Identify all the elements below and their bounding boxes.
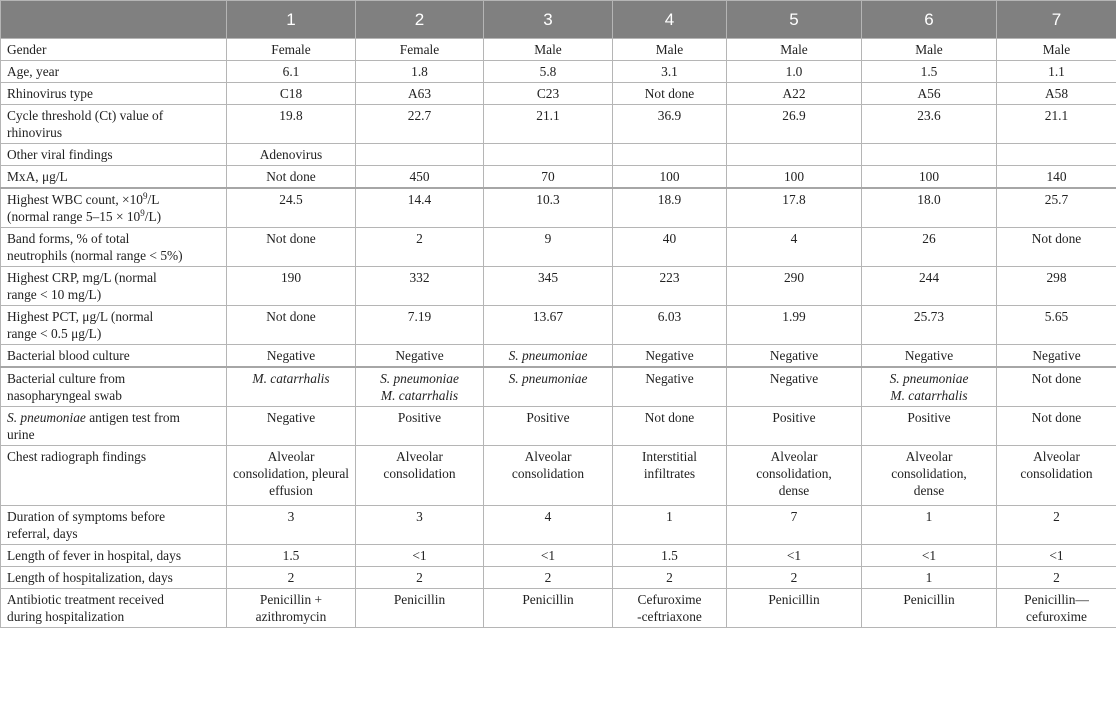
header-patient-7: 7 [997,1,1116,39]
cell: <1 [862,545,997,567]
cell: 14.4 [356,188,484,228]
table-row [1,506,1116,545]
cell: <1 [484,545,613,567]
cell: 1.5 [613,545,727,567]
row-label: Bacterial blood culture [1,345,227,368]
cell: 6.1 [227,61,356,83]
cell: Negative [727,345,862,368]
cell: Alveolar consolidation, dense [862,446,997,506]
cell: 7 [727,506,862,545]
cell: 26.9 [727,105,862,144]
cell: Negative [613,367,727,407]
cell: 3 [227,506,356,545]
table-row [1,367,1116,407]
cell: Penicillin [484,589,613,628]
cell: 2 [484,567,613,589]
cell: S. pneumoniae M. catarrhalis [356,367,484,407]
cell: Not done [997,228,1116,267]
header-patient-4: 4 [613,1,727,39]
cell: Not done [613,407,727,446]
row-label: Other viral findings [1,144,227,166]
cell: Not done [997,407,1116,446]
cell: Male [613,39,727,61]
cell: S. pneumoniae [484,367,613,407]
cell: 332 [356,267,484,306]
cell: Negative [727,367,862,407]
cell: Male [862,39,997,61]
row-label: Bacterial culture from nasopharyngeal swab [1,367,227,407]
row-label: Highest WBC count, $\times 10^9/L$ (normal range $5-15 \times 10^9/L$) [1,188,227,228]
cell [356,144,484,166]
table-row [1,345,1116,368]
cell: 70 [484,166,613,189]
cell: Penicillin + azithromycin [227,589,356,628]
cell: Not done [997,367,1116,407]
cell: 450 [356,166,484,189]
cell: 1.99 [727,306,862,345]
cell: 1 [862,506,997,545]
cell: 4 [484,506,613,545]
table-row [1,61,1116,83]
cell: 1 [613,506,727,545]
table-row [1,166,1116,189]
cell: 19.8 [227,105,356,144]
cell: <1 [997,545,1116,567]
cell: Negative [227,407,356,446]
cell: 100 [613,166,727,189]
cell: 18.0 [862,188,997,228]
cell: 100 [727,166,862,189]
row-label: Cycle threshold (Ct) value of rhinovirus [1,105,227,144]
cell: Penicillin [862,589,997,628]
cell: 6.03 [613,306,727,345]
table-row [1,267,1116,306]
cell: Negative [227,345,356,368]
header-corner [1,1,227,39]
cell: Negative [862,345,997,368]
cell: 345 [484,267,613,306]
cell [862,144,997,166]
cell: 290 [727,267,862,306]
cell: 244 [862,267,997,306]
row-label: Highest PCT, μg/L (normal range < 0.5 μg/L) [1,306,227,345]
cell: S. pneumoniae M. catarrhalis [862,367,997,407]
cell: 5.8 [484,61,613,83]
cell [727,144,862,166]
cell: 36.9 [613,105,727,144]
cell: 22.7 [356,105,484,144]
cell: Positive [356,407,484,446]
cell: 25.7 [997,188,1116,228]
cell: Male [727,39,862,61]
cell: 298 [997,267,1116,306]
cell: Male [484,39,613,61]
cell: Interstitial infiltrates [613,446,727,506]
cell: Positive [727,407,862,446]
cell: 190 [227,267,356,306]
cell: 40 [613,228,727,267]
cell: Negative [613,345,727,368]
cell: 140 [997,166,1116,189]
cell: 100 [862,166,997,189]
row-label: Highest CRP, mg/L (normal range < 10 mg/L) [1,267,227,306]
cell: 3 [356,506,484,545]
row-label: Rhinovirus type [1,83,227,105]
cell: 2 [356,228,484,267]
cell: 3.1 [613,61,727,83]
cell: Penicillin— cefuroxime [997,589,1116,628]
cell: 7.19 [356,306,484,345]
cell: Adenovirus [227,144,356,166]
cell: C18 [227,83,356,105]
cell: 5.65 [997,306,1116,345]
header-patient-3: 3 [484,1,613,39]
cell: Negative [356,345,484,368]
cell: S. pneumoniae [484,345,613,368]
cell: Alveolar consolidation, pleural effusion [227,446,356,506]
cell: 1.8 [356,61,484,83]
cell: 223 [613,267,727,306]
table-row [1,306,1116,345]
table-row [1,407,1116,446]
cell: Male [997,39,1116,61]
cell: 21.1 [484,105,613,144]
cell: A22 [727,83,862,105]
cell: Not done [227,228,356,267]
table-row [1,446,1116,506]
cell: Not done [227,166,356,189]
cell: Penicillin [727,589,862,628]
cell: <1 [727,545,862,567]
cell [997,144,1116,166]
row-label: Age, year [1,61,227,83]
cell: 17.8 [727,188,862,228]
table-row [1,105,1116,144]
cell: C23 [484,83,613,105]
header-patient-5: 5 [727,1,862,39]
cell: Penicillin [356,589,484,628]
table-row [1,567,1116,589]
cell: 9 [484,228,613,267]
cell: A58 [997,83,1116,105]
cell: 1 [862,567,997,589]
cell: Negative [997,345,1116,368]
row-label: MxA, μg/L [1,166,227,189]
row-label: S. pneumoniae antigen test from urine [1,407,227,446]
header-patient-2: 2 [356,1,484,39]
header-patient-1: 1 [227,1,356,39]
table-row [1,144,1116,166]
cell: Female [356,39,484,61]
cell: 2 [997,567,1116,589]
row-label: Chest radiograph findings [1,446,227,506]
table-row [1,83,1116,105]
row-label: Antibiotic treatment received during hospitalization [1,589,227,628]
cell: 2 [613,567,727,589]
cell: Alveolar consolidation [356,446,484,506]
cell: 18.9 [613,188,727,228]
header-patient-6: 6 [862,1,997,39]
cell: Not done [613,83,727,105]
cell: Alveolar consolidation [997,446,1116,506]
cell [613,144,727,166]
cell: 21.1 [997,105,1116,144]
cell: 25.73 [862,306,997,345]
cell: 1.0 [727,61,862,83]
table-row [1,188,1116,228]
cell: 26 [862,228,997,267]
cell: 10.3 [484,188,613,228]
cell: 23.6 [862,105,997,144]
table-row [1,589,1116,628]
cell: M. catarrhalis [227,367,356,407]
cell: A63 [356,83,484,105]
row-label: Length of fever in hospital, days [1,545,227,567]
cell: Alveolar consolidation, dense [727,446,862,506]
cell: Positive [862,407,997,446]
cell: <1 [356,545,484,567]
cell: Alveolar consolidation [484,446,613,506]
header-row [1,1,1116,39]
row-label: Length of hospitalization, days [1,567,227,589]
cell: 24.5 [227,188,356,228]
cell [484,144,613,166]
cell: 2 [356,567,484,589]
table-row [1,545,1116,567]
cell: 1.5 [227,545,356,567]
cell: 13.67 [484,306,613,345]
cell: 2 [997,506,1116,545]
cell: 1.1 [997,61,1116,83]
cell: A56 [862,83,997,105]
cell: Female [227,39,356,61]
cell: 2 [727,567,862,589]
cell: Cefuroxime -ceftriaxone [613,589,727,628]
table-row [1,228,1116,267]
cell: 1.5 [862,61,997,83]
cell: 2 [227,567,356,589]
row-label: Duration of symptoms before referral, days [1,506,227,545]
row-label: Band forms, % of total neutrophils (normal range < 5%) [1,228,227,267]
cell: 4 [727,228,862,267]
cell: Not done [227,306,356,345]
cell: Positive [484,407,613,446]
table-row [1,39,1116,61]
row-label: Gender [1,39,227,61]
